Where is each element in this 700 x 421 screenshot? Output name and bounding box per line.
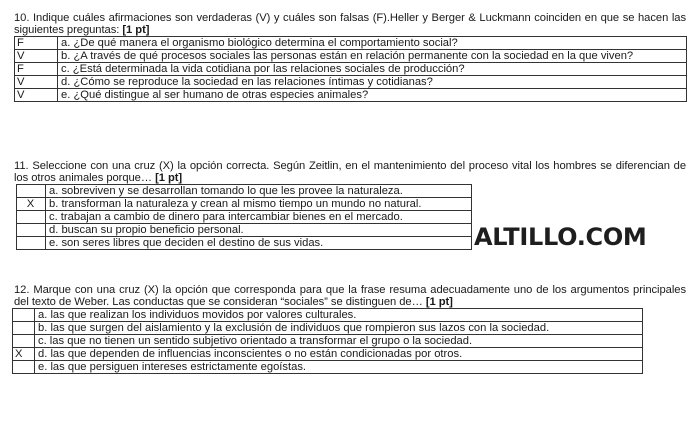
- answer-mark: [17, 185, 46, 198]
- answer-mark: V: [15, 50, 58, 63]
- answer-text: a. las que realizan los individuos movidos por valores culturales.: [35, 309, 643, 322]
- answer-mark: [17, 237, 46, 250]
- question-12-table: [12, 308, 643, 374]
- table-row: [15, 50, 687, 63]
- table-row: [17, 237, 472, 250]
- question-12: [14, 284, 686, 374]
- table-row: [17, 198, 472, 211]
- table-row: [15, 89, 687, 102]
- answer-text: a. ¿De qué manera el organismo biológico determina el comportamiento social?: [58, 37, 687, 50]
- table-row: [13, 348, 643, 361]
- question-12-points: [1 pt]: [425, 296, 453, 308]
- question-10-table: [14, 36, 687, 102]
- table-row: [17, 224, 472, 237]
- answer-mark: X: [17, 198, 46, 211]
- answer-mark: [13, 322, 35, 335]
- answer-mark: [17, 211, 46, 224]
- answer-mark: X: [13, 348, 35, 361]
- answer-text: a. sobreviven y se desarrollan tomando lo que les provee la naturaleza.: [46, 185, 472, 198]
- answer-mark: F: [15, 37, 58, 50]
- question-10-prompt: 10. Indique cuáles afirmaciones son verdaderas (V) y cuáles son falsas (F).Heller y Berger & Luckmann coinciden en que se hacen las siguientes preguntas: [1 pt]: [14, 12, 686, 36]
- answer-text: e. ¿Qué distingue al ser humano de otras especies animales?: [58, 89, 687, 102]
- question-12-prompt: 12. Marque con una cruz (X) la opción que corresponda para que la frase resuma adecuadamente uno de los argumentos principales del texto de Weber. Las conductas que se consideran “sociales” se distinguen de… [1 pt]: [14, 284, 686, 308]
- table-row: [15, 76, 687, 89]
- answer-mark: [13, 361, 35, 374]
- answer-text: c. ¿Está determinada la vida cotidiana por las relaciones sociales de producción?: [58, 63, 687, 76]
- answer-text: e. las que persiguen intereses estrictamente egoístas.: [35, 361, 643, 374]
- table-row: [13, 335, 643, 348]
- question-11-points: [1 pt]: [155, 172, 183, 184]
- answer-text: b. transforman la naturaleza y crean al mismo tiempo un mundo no natural.: [46, 198, 472, 211]
- question-10: [14, 12, 686, 102]
- answer-mark: F: [15, 63, 58, 76]
- answer-mark: [13, 309, 35, 322]
- answer-text: c. trabajan a cambio de dinero para intercambiar bienes en el mercado.: [46, 211, 472, 224]
- question-10-points: [1 pt]: [122, 24, 150, 36]
- altillo-watermark: ALTILLO.COM: [474, 223, 647, 251]
- question-11-prompt: 11. Seleccione con una cruz (X) la opción correcta. Según Zeitlin, en el mantenimiento del proceso vital los hombres se diferencian de los otros animales porque… [1 pt]: [14, 160, 686, 184]
- table-row: [17, 211, 472, 224]
- table-row: [15, 63, 687, 76]
- answer-mark: V: [15, 76, 58, 89]
- answer-text: d. las que dependen de influencias inconscientes o no están condicionadas por otros.: [35, 348, 643, 361]
- table-row: [17, 185, 472, 198]
- answer-mark: [13, 335, 35, 348]
- table-row: [13, 309, 643, 322]
- answer-text: c. las que no tienen un sentido subjetivo orientado a transformar el grupo o la sociedad.: [35, 335, 643, 348]
- table-row: [13, 322, 643, 335]
- answer-text: b. las que surgen del aislamiento y la exclusión de individuos que rompieron sus lazos con la sociedad.: [35, 322, 643, 335]
- question-11-table: [16, 184, 472, 250]
- answer-text: d. ¿Cómo se reproduce la sociedad en las relaciones íntimas y cotidianas?: [58, 76, 687, 89]
- table-row: [15, 37, 687, 50]
- answer-text: e. son seres libres que deciden el destino de sus vidas.: [46, 237, 472, 250]
- answer-text: b. ¿A través de qué procesos sociales las personas están en relación permanente con la sociedad en la que viven?: [58, 50, 687, 63]
- answer-mark: [17, 224, 46, 237]
- table-row: [13, 361, 643, 374]
- answer-mark: V: [15, 89, 58, 102]
- answer-text: d. buscan su propio beneficio personal.: [46, 224, 472, 237]
